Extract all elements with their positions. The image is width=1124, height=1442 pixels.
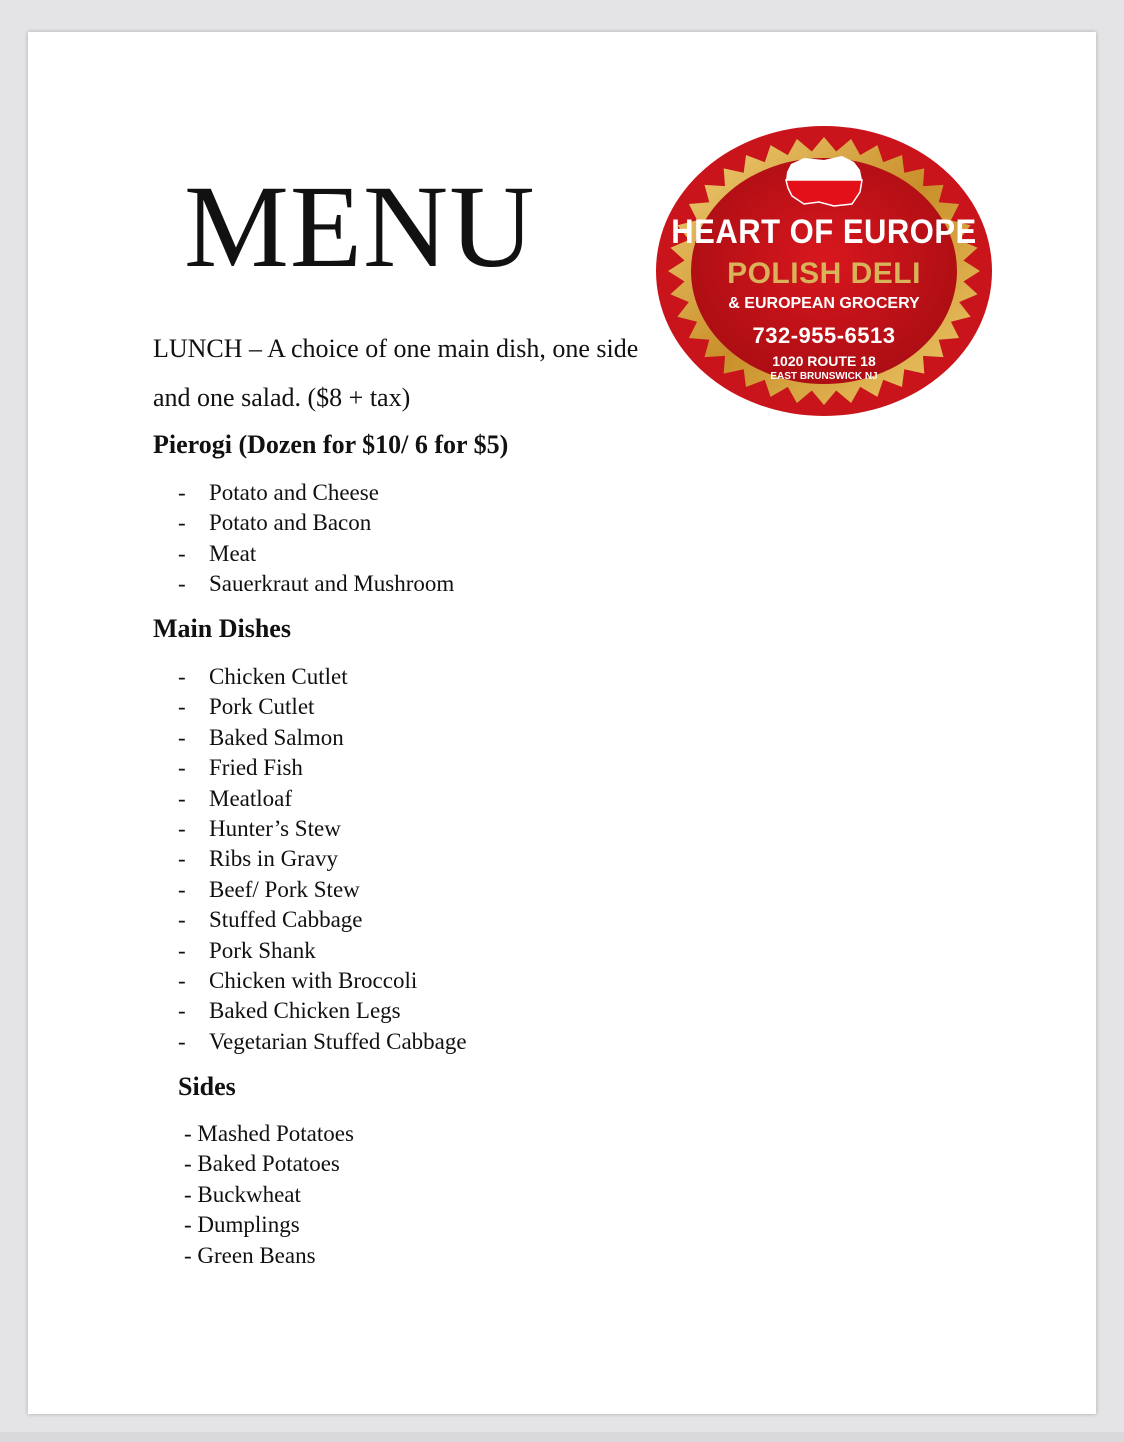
bullet-dash: - bbox=[178, 998, 186, 1024]
list-item-label: Vegetarian Stuffed Cabbage bbox=[209, 1028, 467, 1054]
logo-line-european-grocery: & EUROPEAN GROCERY bbox=[728, 295, 920, 312]
bullet-dash: - bbox=[178, 876, 186, 902]
list-item-label: Potato and Bacon bbox=[209, 510, 372, 536]
list-item-label: Pork Shank bbox=[209, 937, 316, 963]
menu-title: MENU bbox=[184, 161, 536, 292]
poland-map-icon bbox=[786, 156, 862, 206]
logo-phone: 732-955-6513 bbox=[752, 323, 896, 348]
bullet-dash: - bbox=[178, 480, 186, 505]
list-item-label: Meat bbox=[209, 540, 257, 566]
bullet-dash: - bbox=[178, 815, 186, 841]
bullet-dash: - bbox=[178, 907, 186, 933]
bullet-dash: - bbox=[178, 785, 186, 811]
page-bottom-edge bbox=[0, 1432, 1124, 1442]
logo-address: 1020 ROUTE 18 bbox=[772, 353, 876, 369]
bullet-dash: - bbox=[178, 540, 186, 566]
bullet-dash: - bbox=[178, 694, 186, 720]
menu-page bbox=[28, 32, 1096, 1414]
list-item-label: Hunter’s Stew bbox=[209, 815, 341, 841]
list-item-label: Baked Salmon bbox=[209, 724, 344, 750]
bullet-dash: - bbox=[178, 937, 186, 963]
logo-city: EAST BRUNSWICK NJ bbox=[770, 371, 878, 382]
list-item-label: Fried Fish bbox=[209, 755, 303, 781]
list-item-label: Beef/ Pork Stew bbox=[209, 876, 360, 902]
bullet-dash: - bbox=[178, 571, 186, 597]
list-item-label: Stuffed Cabbage bbox=[209, 907, 363, 933]
bullet-dash: - bbox=[178, 755, 186, 781]
list-item-label: Pork Cutlet bbox=[209, 694, 315, 720]
pierogi-heading: Pierogi (Dozen for $10/ 6 for $5) bbox=[153, 430, 509, 459]
logo-line-polish-deli: POLISH DELI bbox=[727, 257, 921, 290]
list-item: - Green Beans bbox=[184, 1242, 316, 1268]
bullet-dash: - bbox=[178, 1028, 186, 1054]
list-item-label: Sauerkraut and Mushroom bbox=[209, 571, 455, 597]
list-item: - Mashed Potatoes bbox=[184, 1121, 354, 1146]
bullet-dash: - bbox=[178, 967, 186, 993]
bullet-dash: - bbox=[178, 846, 186, 872]
list-item-label: Baked Chicken Legs bbox=[209, 998, 401, 1024]
list-item: - Dumplings bbox=[184, 1212, 300, 1238]
bullet-dash: - bbox=[178, 664, 186, 689]
bullet-dash: - bbox=[178, 724, 186, 750]
list-item: - Buckwheat bbox=[184, 1181, 301, 1207]
sides-list bbox=[184, 1119, 354, 1271]
list-item-label: Meatloaf bbox=[209, 785, 293, 811]
logo-line-heart-of-europe: HEART OF EUROPE bbox=[671, 211, 977, 252]
heart-of-europe-logo bbox=[654, 124, 994, 418]
list-item-label: Chicken with Broccoli bbox=[209, 967, 418, 993]
bullet-dash: - bbox=[178, 510, 186, 536]
sides-heading: Sides bbox=[178, 1072, 236, 1101]
lunch-intro: LUNCH – A choice of one main dish, one side and one salad. ($8 + tax) bbox=[153, 334, 639, 412]
main-dishes-heading: Main Dishes bbox=[153, 614, 291, 643]
list-item-label: Chicken Cutlet bbox=[209, 664, 348, 689]
list-item-label: Potato and Cheese bbox=[209, 480, 379, 505]
list-item-label: Ribs in Gravy bbox=[209, 846, 339, 872]
list-item: - Baked Potatoes bbox=[184, 1151, 340, 1177]
